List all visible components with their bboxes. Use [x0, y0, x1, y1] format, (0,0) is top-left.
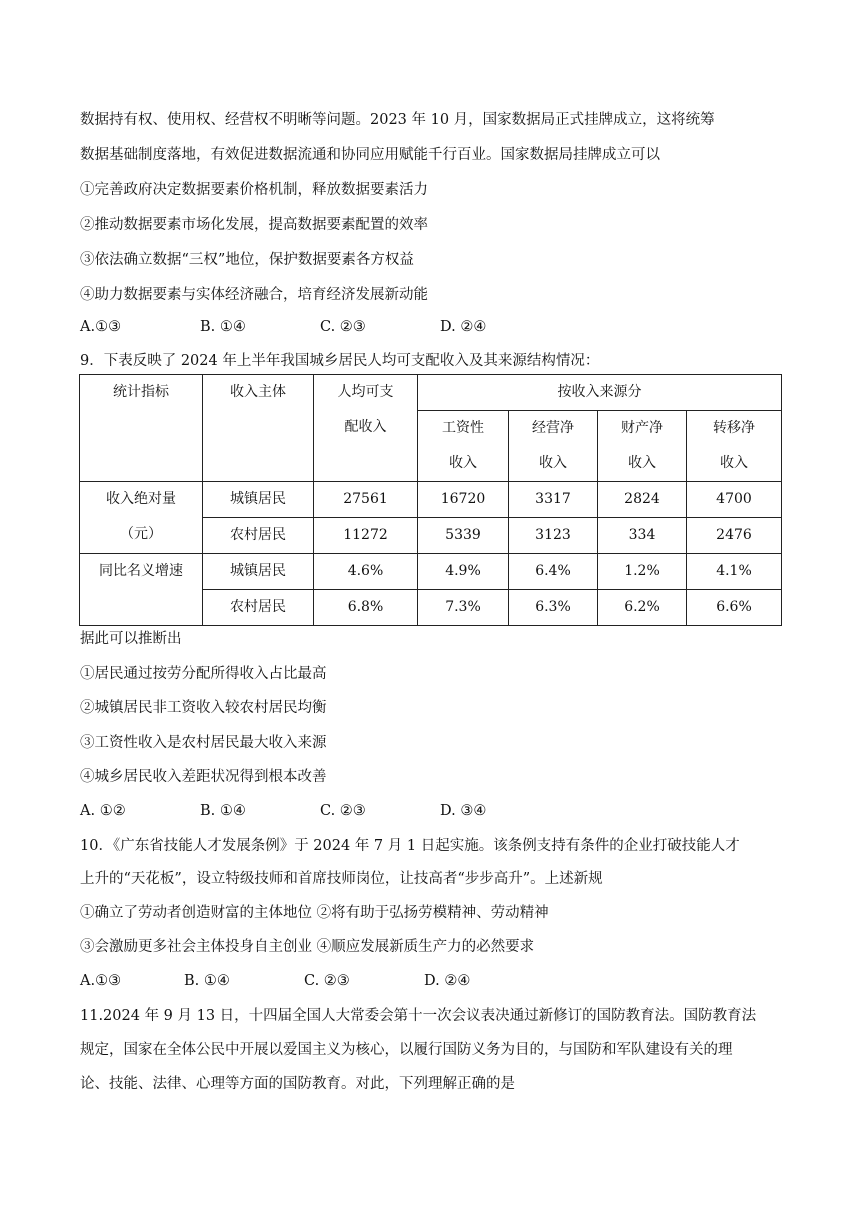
header-subject: 收入主体: [203, 375, 314, 482]
q8-statement: ③依法确立数据“三权”地位，保护数据要素各方权益: [80, 252, 414, 268]
q10-option-b[interactable]: B. ①④: [184, 973, 230, 989]
group-growth: 同比名义增速: [80, 554, 203, 626]
cell: 27561: [314, 482, 418, 518]
q10-stem: 10．《广东省技能人才发展条例》于 2024 年 7 月 1 日起实施。该条例支持有条件的企业打破技能人才: [80, 838, 740, 854]
cell: 6.3%: [509, 590, 598, 626]
cell: 4.6%: [314, 554, 418, 590]
header-wage-line1: 工资性: [442, 420, 484, 436]
cell: 4.9%: [418, 554, 509, 590]
cell: 6.6%: [687, 590, 782, 626]
cell: 11272: [314, 518, 418, 554]
q8-option-d[interactable]: D. ②④: [440, 319, 487, 335]
group-absolute-line1: 收入绝对量: [106, 491, 176, 507]
cell: 16720: [418, 482, 509, 518]
cell: 334: [598, 518, 687, 554]
cell: 1.2%: [598, 554, 687, 590]
header-by-source: 按收入来源分: [418, 375, 782, 411]
header-property-line2: 收入: [628, 455, 656, 471]
cell: 6.8%: [314, 590, 418, 626]
q10-option-c[interactable]: C. ②③: [304, 973, 350, 989]
header-property: [598, 411, 687, 482]
cell: 农村居民: [203, 518, 314, 554]
header-business-line1: 经营净: [532, 420, 574, 436]
q9-stem: 9．下表反映了 2024 年上半年我国城乡居民人均可支配收入及其来源结构情况：: [80, 353, 600, 369]
cell: 2476: [687, 518, 782, 554]
table-row: [80, 554, 782, 590]
q9-option-d[interactable]: D. ③④: [440, 803, 487, 819]
q10-statements: ③会激励更多社会主体投身自主创业 ④顺应发展新质生产力的必然要求: [80, 939, 535, 955]
cell: 2824: [598, 482, 687, 518]
header-wage-line2: 收入: [449, 455, 477, 471]
q9-statement: ②城镇居民非工资收入较农村居民均衡: [80, 700, 327, 716]
q8-option-a[interactable]: A.①③: [80, 319, 122, 335]
q9-lead: 据此可以推断出: [80, 631, 182, 647]
cell: 6.4%: [509, 554, 598, 590]
q10-option-d[interactable]: D. ②④: [424, 973, 471, 989]
intro-line: 数据基础制度落地，有效促进数据流通和协同应用赋能千行百业。国家数据局挂牌成立可以: [80, 147, 660, 163]
header-per-capita-line1: 人均可支: [337, 384, 394, 400]
q8-statement: ②推动数据要素市场化发展，提高数据要素配置的效率: [80, 217, 428, 233]
intro-line: 数据持有权、使用权、经营权不明晰等问题。2023 年 10 月，国家数据局正式挂牌成立，这将统筹: [80, 112, 715, 128]
q11-stem: 11.2024 年 9 月 13 日，十四届全国人大常委会第十一次会议表决通过新修订的国防教育法。国防教育法: [80, 1008, 757, 1024]
cell: 3123: [509, 518, 598, 554]
header-transfer-line1: 转移净: [713, 420, 755, 436]
cell: 3317: [509, 482, 598, 518]
cell: 农村居民: [203, 590, 314, 626]
header-wage: [418, 411, 509, 482]
income-table: [79, 374, 782, 626]
header-business: [509, 411, 598, 482]
q8-option-c[interactable]: C. ②③: [320, 319, 366, 335]
header-per-capita: [314, 375, 418, 482]
cell: 城镇居民: [203, 554, 314, 590]
header-transfer-line2: 收入: [720, 455, 748, 471]
group-absolute: [80, 482, 203, 554]
table-row: [80, 482, 782, 518]
q11-stem: 论、技能、法律、心理等方面的国防教育。对此，下列理解正确的是: [80, 1076, 515, 1092]
q10-stem: 上升的“天花板”，设立特级技师和首席技师岗位，让技高者“步步高升”。上述新规: [80, 871, 603, 887]
cell: 城镇居民: [203, 482, 314, 518]
header-transfer: [687, 411, 782, 482]
cell: 5339: [418, 518, 509, 554]
cell: 7.3%: [418, 590, 509, 626]
header-per-capita-line2: 配收入: [344, 419, 387, 435]
q10-statements: ①确立了劳动者创造财富的主体地位 ②将有助于弘扬劳模精神、劳动精神: [80, 905, 549, 921]
q10-option-a[interactable]: A.①③: [80, 973, 122, 989]
header-property-line1: 财产净: [621, 420, 663, 436]
q9-statement: ④城乡居民收入差距状况得到根本改善: [80, 769, 327, 785]
q9-option-a[interactable]: A. ①②: [80, 803, 126, 819]
cell: 4.1%: [687, 554, 782, 590]
cell: 6.2%: [598, 590, 687, 626]
q9-statement: ①居民通过按劳分配所得收入占比最高: [80, 666, 327, 682]
q9-statement: ③工资性收入是农村居民最大收入来源: [80, 735, 327, 751]
group-absolute-line2: （元）: [120, 526, 162, 542]
q8-statement: ④助力数据要素与实体经济融合，培育经济发展新动能: [80, 287, 428, 303]
header-indicator: 统计指标: [80, 375, 203, 482]
q11-stem: 规定，国家在全体公民中开展以爱国主义为核心，以履行国防义务为目的，与国防和军队建设有关的理: [80, 1042, 733, 1058]
q9-option-b[interactable]: B. ①④: [200, 803, 246, 819]
header-business-line2: 收入: [539, 455, 567, 471]
cell: 4700: [687, 482, 782, 518]
q8-statement: ①完善政府决定数据要素价格机制，释放数据要素活力: [80, 182, 428, 198]
q8-option-b[interactable]: B. ①④: [200, 319, 246, 335]
q9-option-c[interactable]: C. ②③: [320, 803, 366, 819]
